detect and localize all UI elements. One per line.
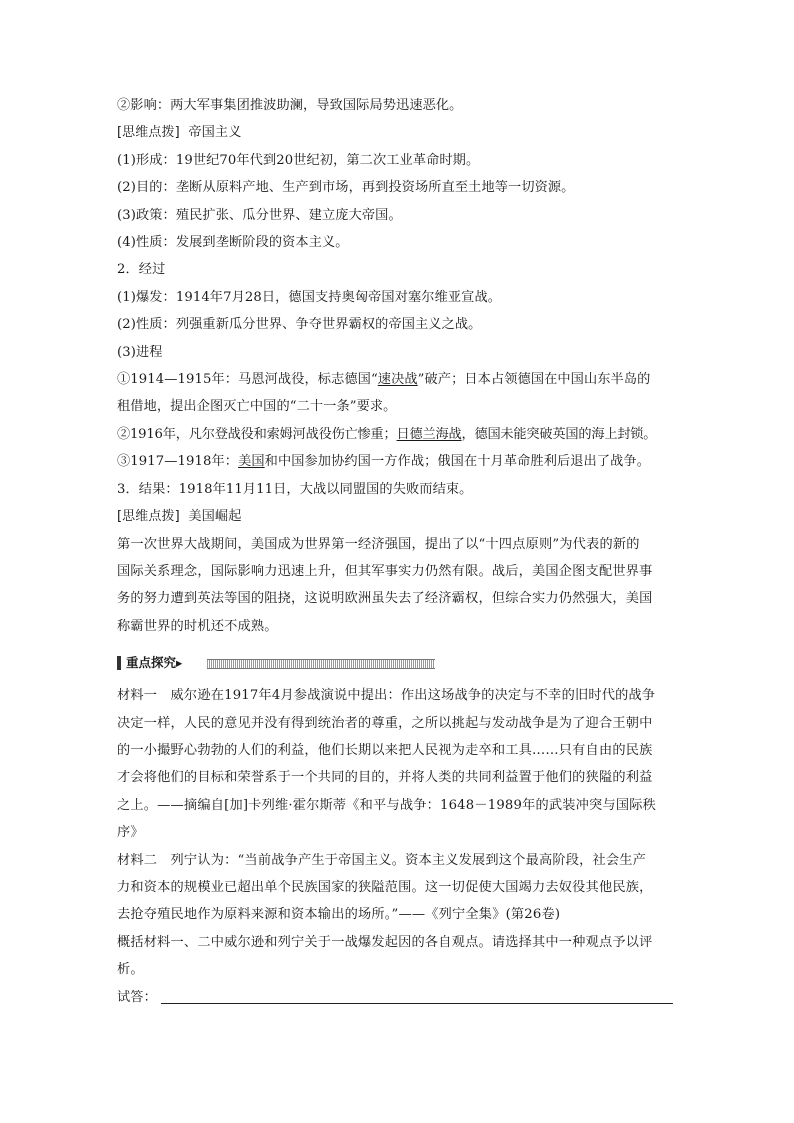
process-1914-line — [117, 366, 682, 393]
section-header-key-inquiry — [117, 650, 437, 676]
usa-paragraph — [117, 531, 682, 641]
section-stripes — [207, 659, 435, 669]
tip-tag: [思维点拨] — [117, 125, 180, 141]
formation-line: (1)形成：19世纪70年代到20世纪初，第二次工业革命时期。 — [117, 152, 480, 168]
paragraph-line: 决定一样，人民的意见并没有得到统治者的尊重，之所以挑起与发动战争是为了迎合王朝中 — [117, 715, 653, 731]
result-line: 3．结果：1918年11月11日，大战以同盟国的失败而结束。 — [117, 481, 473, 497]
text-span: ”破产；日本占领德国在中国山东半岛的 — [417, 372, 651, 388]
tip-title: 美国崛起 — [188, 509, 242, 525]
question-block — [117, 929, 682, 984]
nature-line: (4)性质：发展到垄断阶段的资本主义。 — [117, 235, 349, 251]
document-body — [117, 92, 682, 1011]
text-span: ，德国未能突破英国的海上封锁。 — [461, 426, 657, 442]
material-two — [117, 847, 682, 929]
underlined-term: 日德兰海战 — [396, 426, 462, 442]
paragraph-line: 材料一 威尔逊在1917年4月参战演说中提出：作出这场战争的决定与不幸的旧时代的战争 — [117, 688, 656, 704]
paragraph-line: 序》 — [117, 825, 144, 841]
policy-line: (3)政策：殖民扩张、瓜分世界、建立庞大帝国。 — [117, 207, 402, 223]
tip-heading-imperialism — [117, 119, 682, 146]
answer-blank-line[interactable] — [161, 987, 673, 1004]
text-span: ③1917—1918年： — [117, 454, 239, 470]
process-1914-line-cont: 租借地，提出企图灭亡中国的“二十一条”要求。 — [117, 399, 397, 415]
process-1917-line — [117, 448, 682, 475]
paragraph-line: 之上。——摘编自[加]卡列维·霍尔斯蒂《和平与战争：1648－1989年的武装冲突与国际秩 — [117, 797, 656, 813]
tip-heading-usa — [117, 503, 682, 530]
paragraph-line: 称霸世界的时机还不成熟。 — [117, 618, 278, 634]
paragraph-line: 才会将他们的目标和荣誉系于一个共同的目的，并将人类的共同利益置于他们的狭隘的利益 — [117, 770, 653, 786]
text-span: 和中国参加协约国一方作战；俄国在十月革命胜利后退出了战争。 — [264, 454, 650, 470]
question-line: 概括材料一、二中威尔逊和列宁关于一战爆发起因的各自观点。请选择其中一种观点予以评 — [117, 934, 653, 950]
paragraph-line: 国际关系理念，国际影响力迅速上升，但其军事实力仍然有限。战后，美国企图支配世界事 — [117, 563, 653, 579]
answer-row — [117, 984, 682, 1011]
impact-line: ②影响：两大军事集团推波助澜，导致国际局势迅速恶化。 — [117, 98, 463, 113]
text-span: ①1914—1915年：马恩河战役，标志德国“ — [117, 372, 378, 388]
paragraph-line: 去抢夺殖民地作为原料来源和资本输出的场所。”——《列宁全集》(第26卷) — [117, 907, 561, 923]
process-heading: (3)进程 — [117, 344, 163, 360]
tip-tag: [思维点拨] — [117, 509, 180, 525]
paragraph-line: 材料二 列宁认为：“当前战争产生于帝国主义。资本主义发展到这个最高阶段，社会生产 — [117, 852, 647, 868]
section-label: 重点探究▸ — [126, 655, 183, 671]
answer-label: 试答： — [117, 989, 157, 1005]
underlined-term: 速决战 — [377, 372, 418, 388]
text-span: ②1916年，凡尔登战役和索姆河战役伤亡惨重； — [117, 426, 397, 442]
section-marker-icon — [117, 656, 121, 670]
underlined-term: 美国 — [238, 454, 265, 470]
paragraph-line: 的一小撮野心勃勃的人们的利益，他们长期以来把人民视为走卒和工具……只有自由的民族 — [117, 742, 653, 758]
purpose-line: (2)目的：垄断从原料产地、生产到市场，再到投资场所直至土地等一切资源。 — [117, 180, 575, 196]
process-1916-line — [117, 421, 682, 448]
question-line: 析。 — [117, 962, 144, 978]
tip-title: 帝国主义 — [188, 125, 242, 141]
material-one — [117, 682, 682, 846]
paragraph-line: 力和资本的规模业已超出单个民族国家的狭隘范围。这一切促使大国竭力去奴役其他民族， — [117, 879, 653, 895]
outbreak-line: (1)爆发：1914年7月28日，德国支持奥匈帝国对塞尔维亚宣战。 — [117, 289, 502, 305]
character-line: (2)性质：列强重新瓜分世界、争夺世界霸权的帝国主义之战。 — [117, 317, 482, 333]
paragraph-line: 第一次世界大战期间，美国成为世界第一经济强国，提出了以“十四点原则”为代表的新的 — [117, 536, 640, 552]
paragraph-line: 务的努力遭到英法等国的阻挠，这说明欧洲虽失去了经济霸权，但综合实力仍然强大，美国 — [117, 591, 653, 607]
course-heading: 2．经过 — [117, 262, 166, 278]
